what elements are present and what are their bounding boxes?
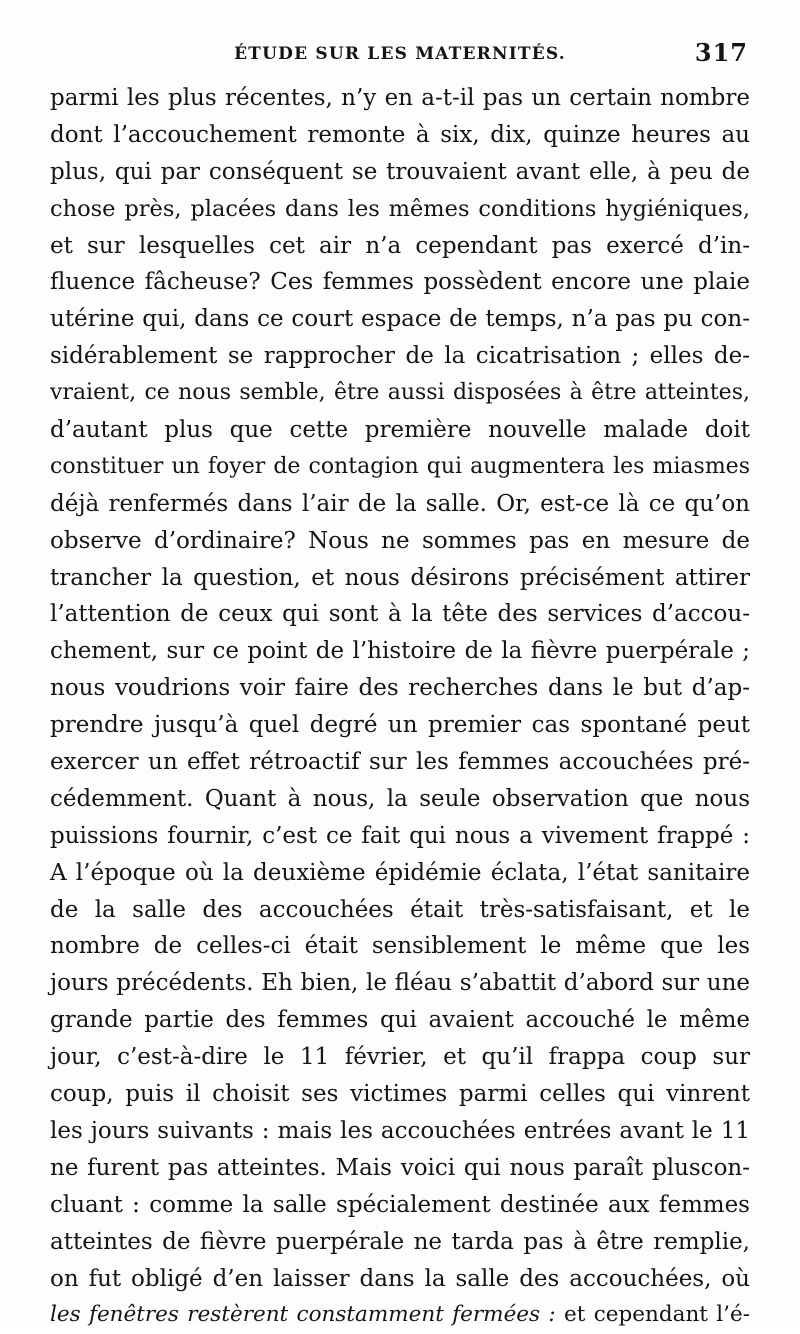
text-line: d’autant plus que cette première nouvelle malade doit [50, 417, 750, 444]
text-line: nombre de celles-ci était sensiblement le même que les [50, 933, 750, 960]
running-title: ÉTUDE SUR LES MATERNITÉS. [234, 44, 566, 64]
text-line: parmi les plus récentes, n’y en a-t-il pas un certain nombre [50, 85, 750, 111]
text-line: A l’époque où la deuxième épidémie éclata, l’état sanitaire [50, 859, 750, 886]
text-line: chose près, placées dans les mêmes conditions hygiéniques, [50, 195, 750, 222]
text-line: ne furent pas atteintes. Mais voici qui nous paraît pluscon- [50, 1154, 750, 1181]
text-line: constituer un foyer de contagion qui augmentera les miasmes [50, 453, 750, 479]
text-line: prendre jusqu’à quel degré un premier cas spontané peut [50, 712, 750, 739]
text-line: grande partie des femmes qui avaient accouché le même [50, 1007, 750, 1034]
text-fragment: et cependant l’é- [555, 1302, 751, 1328]
text-line: utérine qui, dans ce court espace de temps, n’a pas pu con- [50, 306, 750, 333]
text-line: les jours suivants : mais les accouchées entrées avant le 11 [50, 1117, 750, 1144]
text-line: de la salle des accouchées était très-satisfaisant, et le [50, 896, 750, 923]
text-line: plus, qui par conséquent se trouvaient avant elle, à peu de [50, 158, 750, 185]
text-line: déjà renfermés dans l’air de la salle. Or, est-ce là ce qu’on [50, 490, 750, 517]
text-line: trancher la question, et nous désirons précisément attirer [50, 564, 750, 591]
text-line: cluant : comme la salle spécialement destinée aux femmes [50, 1191, 750, 1218]
text-line: exercer un effet rétroactif sur les femmes accouchées pré- [50, 749, 750, 776]
text-line-last [50, 1297, 750, 1334]
text-line: l’attention de ceux qui sont à la tête des services d’accou- [50, 601, 750, 628]
text-line: cédemment. Quant à nous, la seule observation que nous [50, 785, 750, 812]
text-line: atteintes de fièvre puerpérale ne tarda pas à être remplie, [50, 1228, 750, 1255]
text-line: coup, puis il choisit ses victimes parmi celles qui vinrent [50, 1081, 750, 1108]
text-line: on fut obligé d’en laisser dans la salle des accouchées, où [50, 1265, 750, 1292]
text-line: nous voudrions voir faire des recherches dans le but d’ap- [50, 675, 750, 702]
text-line: jours précédents. Eh bien, le fléau s’abattit d’abord sur une [50, 970, 750, 997]
text-line: observe d’ordinaire? Nous ne sommes pas en mesure de [50, 527, 750, 554]
italic-phrase: les fenêtres restèrent constamment fermées : [50, 1302, 556, 1328]
text-line: puissions fournir, c’est ce fait qui nous a vivement frappé : [50, 822, 750, 849]
text-line: dont l’accouchement remonte à six, dix, quinze heures au [50, 121, 750, 148]
body-text [50, 80, 750, 1334]
text-line: sidérablement se rapprocher de la cicatrisation ; elles de- [50, 343, 750, 370]
text-line: vraient, ce nous semble, être aussi disposées à être atteintes, [50, 380, 750, 406]
page-number: 317 [694, 38, 748, 67]
text-line: chement, sur ce point de l’histoire de la fièvre puerpérale ; [50, 638, 750, 665]
text-line: fluence fâcheuse? Ces femmes possèdent encore une plaie [50, 269, 750, 296]
text-line: et sur lesquelles cet air n’a cependant pas exercé d’in- [50, 232, 750, 259]
text-line: jour, c’est-à-dire le 11 février, et qu’il frappa coup sur [50, 1044, 750, 1071]
running-header [50, 38, 750, 72]
